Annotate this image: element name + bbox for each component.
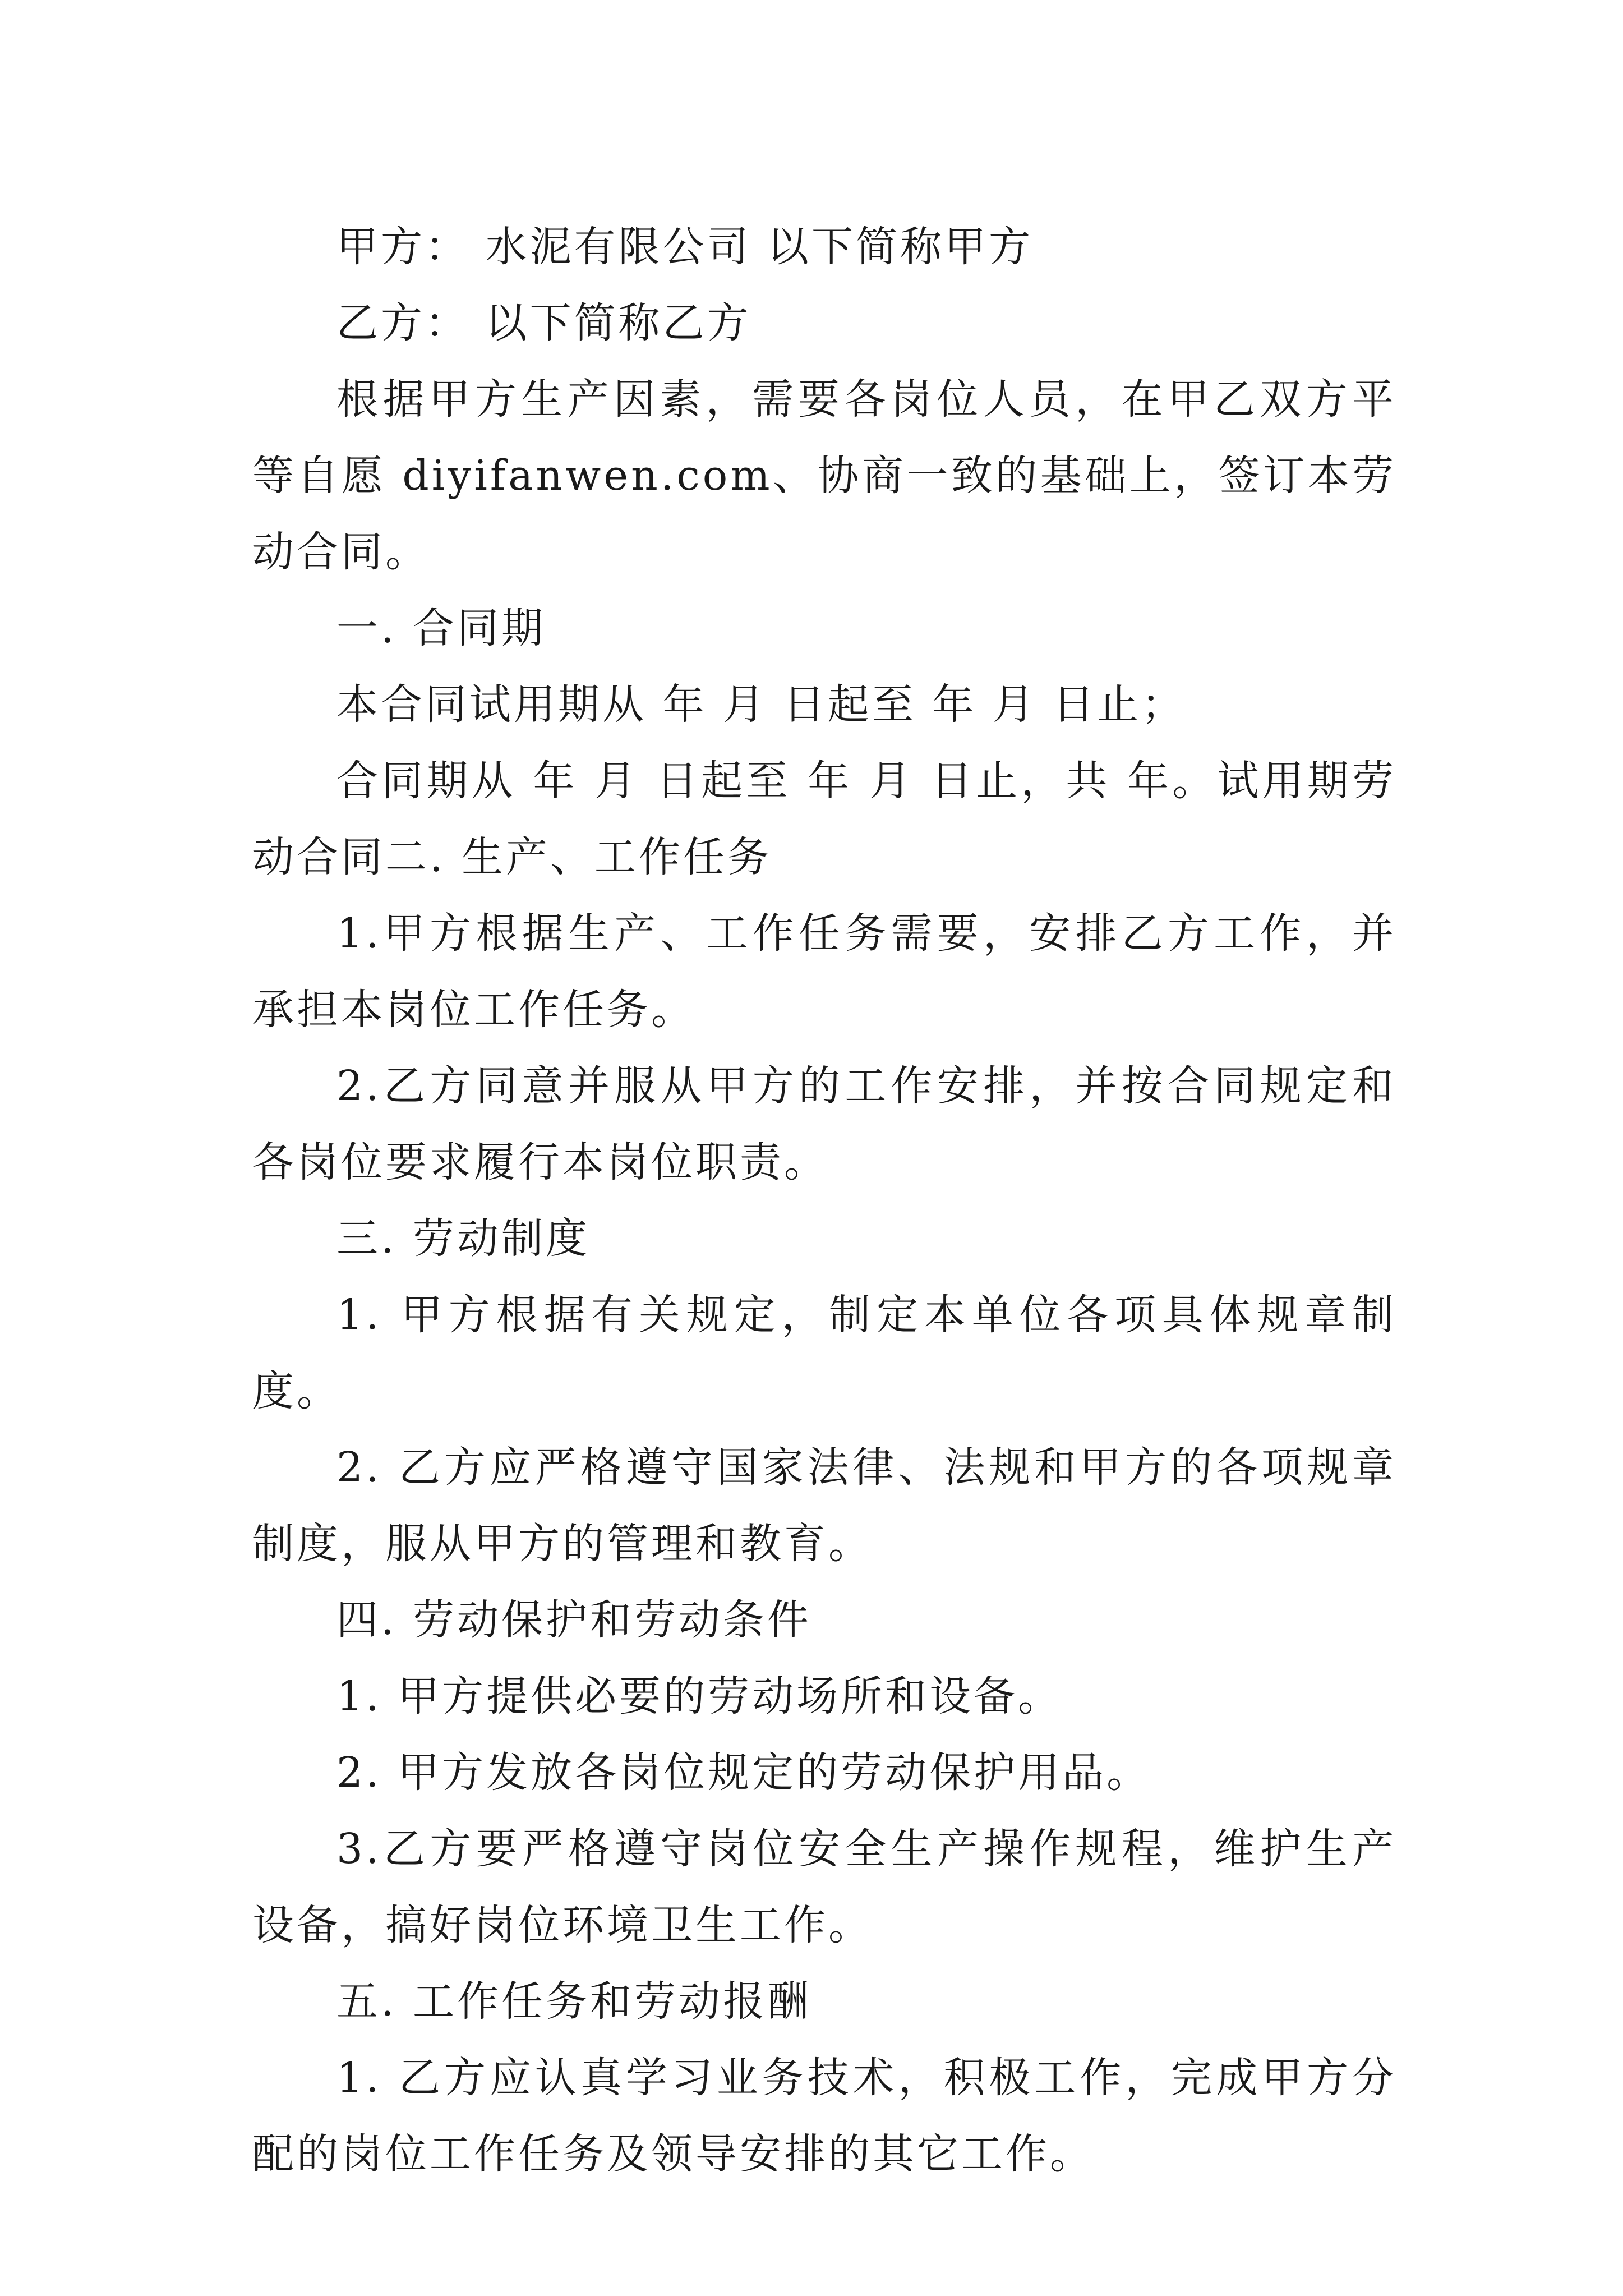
labor-system-clause-1: 1. 甲方根据有关规定，制定本单位各项具体规章制度。 xyxy=(252,1291,1396,1415)
contract-period-paragraph: 合同期从 年 月 日起至 年 月 日止，共 年。试用期劳动合同二. 生产、工作任务 xyxy=(252,757,1396,881)
task-clause-1: 1.甲方根据生产、工作任务需要，安排乙方工作，并承担本岗位工作任务。 xyxy=(252,909,1396,1034)
section-heading-tasks-and-pay: 五. 工作任务和劳动报酬 xyxy=(336,1977,812,2026)
party-a-line: 甲方： 水泥有限公司 以下简称甲方 xyxy=(336,223,1034,271)
section-heading-labor-system: 三. 劳动制度 xyxy=(336,1214,591,1263)
labor-system-clause-2: 2. 乙方应严格遵守国家法律、法规和甲方的各项规章制度，服从甲方的管理和教育。 xyxy=(252,1443,1396,1568)
probation-period-paragraph: 本合同试用期从 年 月 日起至 年 月 日止； xyxy=(336,680,1186,729)
labor-protection-clause-3: 3.乙方要严格遵守岗位安全生产操作规程，维护生产设备，搞好岗位环境卫生工作。 xyxy=(252,1825,1396,1949)
task-clause-2: 2.乙方同意并服从甲方的工作安排，并按合同规定和各岗位要求履行本岗位职责。 xyxy=(252,1062,1396,1186)
contract-body xyxy=(252,209,1396,2192)
section-heading-contract-period: 一. 合同期 xyxy=(336,604,546,652)
labor-protection-clause-1: 1. 甲方提供必要的劳动场所和设备。 xyxy=(336,1672,1063,1720)
labor-protection-clause-2: 2. 甲方发放各岗位规定的劳动保护用品。 xyxy=(336,1749,1151,1797)
tasks-and-pay-clause-1: 1. 乙方应认真学习业务技术，积极工作，完成甲方分配的岗位工作任务及领导安排的其它工作。 xyxy=(252,2054,1396,2178)
section-heading-labor-protection: 四. 劳动保护和劳动条件 xyxy=(336,1596,812,1644)
preamble-paragraph: 根据甲方生产因素，需要各岗位人员，在甲乙双方平等自愿 diyifanwen.com、协商一致的基础上，签订本劳动合同。 xyxy=(252,375,1396,576)
party-b-line: 乙方： 以下简称乙方 xyxy=(336,299,751,347)
